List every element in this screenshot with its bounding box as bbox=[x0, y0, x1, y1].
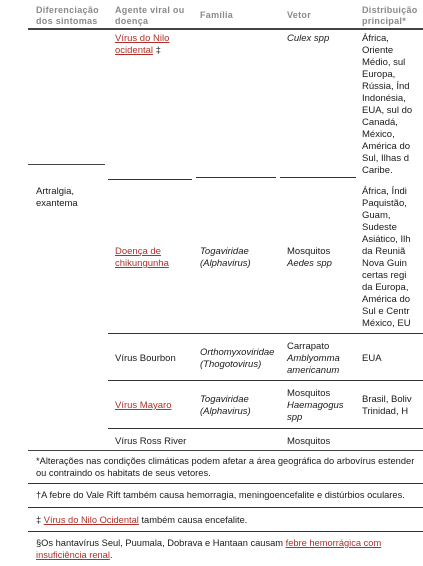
table-bottom-border bbox=[28, 450, 423, 451]
genus-alphavirus: (Alphavirus) bbox=[200, 258, 251, 269]
row-divider-vector bbox=[280, 177, 356, 178]
agent-ross-river: Vírus Ross River bbox=[115, 436, 187, 447]
header-divider bbox=[28, 28, 423, 30]
family-togaviridae-mayaro: Togaviridae (Alphavirus) bbox=[200, 394, 251, 417]
table-row-chikungunya bbox=[115, 246, 195, 270]
header-symptoms: Diferenciação dos sintomas bbox=[36, 5, 99, 26]
footnote-mark: ‡ bbox=[153, 45, 161, 56]
agent-link-mayaro[interactable]: Vírus Mayaro bbox=[115, 400, 172, 411]
distribution-west-nile: África, Oriente Médio, sul Europa, Rússia, Índ Indonésia, EUA, sul do Canadá, México, América do Sul, Ilhas d Caribe. bbox=[362, 33, 413, 176]
row-divider bbox=[108, 380, 423, 381]
family-orthomyxoviridae: Orthomyxoviridae (Thogotovirus) bbox=[200, 347, 275, 370]
vector-haemagogus: Mosquitos Haemagogus spp bbox=[287, 388, 344, 423]
vector-culex: Culex spp bbox=[287, 33, 330, 44]
table-row-mayaro bbox=[115, 400, 172, 412]
footnote-link-renal-failure[interactable]: insuficiência renal bbox=[36, 550, 110, 560]
family-togaviridae: Togaviridae (Alphavirus) bbox=[200, 246, 251, 269]
agent-bourbon: Vírus Bourbon bbox=[115, 353, 176, 364]
header-distribution: Distribuição principal* bbox=[362, 5, 418, 26]
row-divider bbox=[108, 428, 423, 429]
distribution-mayaro: Brasil, Boliv Trinidad, H bbox=[362, 394, 412, 417]
footnote-divider bbox=[28, 483, 423, 484]
vector-amblyomma: Carrapato Amblyomma americanum bbox=[287, 341, 340, 376]
footnote-link-hemorrhagic-fever[interactable]: febre hemorrágica com bbox=[285, 538, 382, 548]
agent-link-west-nile[interactable]: Vírus do Nilo ocidental bbox=[115, 33, 170, 56]
distribution-bourbon: EUA bbox=[362, 353, 382, 364]
header-family: Família bbox=[200, 10, 234, 20]
row-divider-family bbox=[196, 177, 276, 178]
footnote-link-west-nile[interactable]: Vírus do Nilo Ocidental bbox=[43, 515, 139, 525]
agent-link-chikungunya[interactable]: Doença de chikungunha bbox=[115, 246, 169, 269]
header-agent: Agente viral ou doença bbox=[115, 5, 185, 26]
footnote-rift-valley: †A febre do Vale Rift também causa hemorragia, meningoencefalite e distúrbios oculares. bbox=[36, 490, 405, 500]
genus-alphavirus-mayaro: (Alphavirus) bbox=[200, 406, 251, 417]
footnote-hantavirus: §Os hantavírus Seul, Puumala, Dobrava e Hantaan causam febre hemorrágica com insuficiência renal. bbox=[36, 538, 382, 560]
vector-mosquitos-ross: Mosquitos bbox=[287, 436, 331, 447]
row-divider-symptom bbox=[28, 164, 105, 165]
distribution-chikungunya: África, Índi Paquistão, Guam, Sudeste Asiático, Ilh da Reuniã Nova Guin certas regi da Europa, América do Sul e Centr México, EU bbox=[362, 186, 411, 329]
row-divider-agent bbox=[108, 179, 192, 180]
footnote-climate: *Alterações nas condições climáticas podem afetar a área geográfica do arbovírus estender ou contraindo os habitats de seus vetores. bbox=[36, 456, 415, 478]
footnote-divider bbox=[28, 507, 423, 508]
symptom-arthralgia: Artralgia, exantema bbox=[36, 186, 78, 209]
genus-thogotovirus: (Thogotovirus) bbox=[200, 359, 262, 370]
vector-aedes: Mosquitos Aedes spp bbox=[287, 246, 332, 269]
footnote-west-nile: ‡ Vírus do Nilo Ocidental também causa encefalite. bbox=[36, 515, 248, 525]
header-vector: Vetor bbox=[287, 10, 312, 20]
row-divider bbox=[108, 333, 423, 334]
table-row-west-nile bbox=[115, 33, 195, 57]
footnote-divider bbox=[28, 531, 423, 532]
